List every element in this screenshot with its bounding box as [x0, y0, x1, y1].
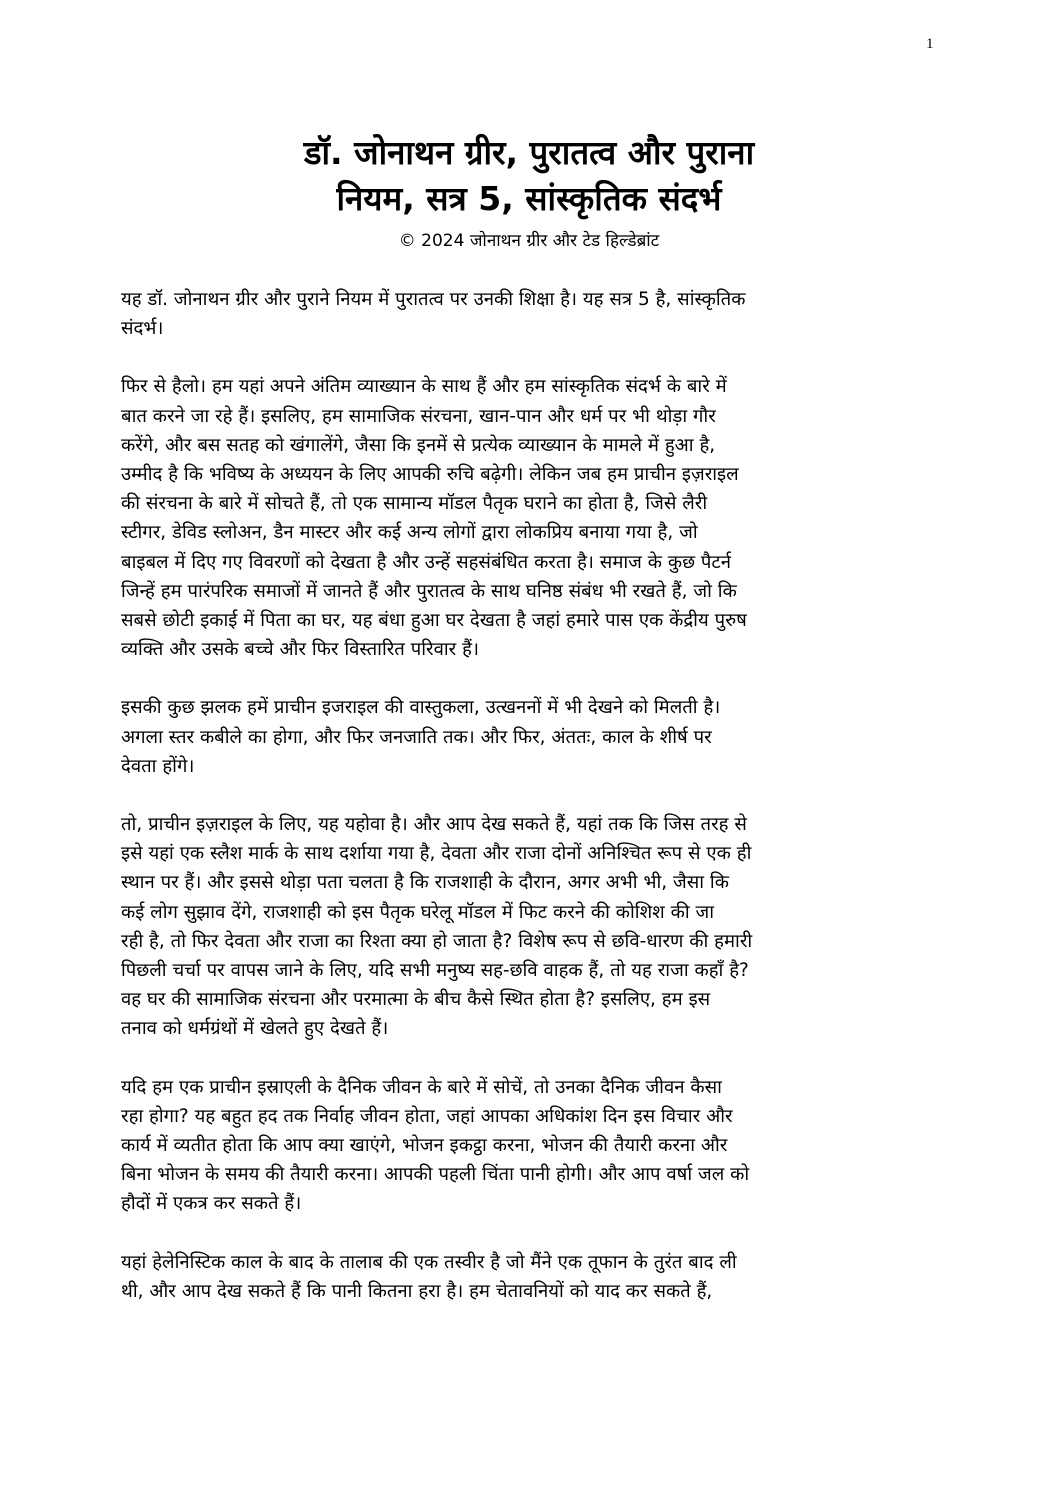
paragraph: [121, 1248, 941, 1306]
text-line: बात करने जा रहे हैं। इसलिए, हम सामाजिक संरचना, खान-पान और धर्म पर भी थोड़ा गौर: [121, 405, 716, 427]
text-line: संदर्भ।: [121, 318, 164, 340]
paragraph: [121, 1073, 941, 1219]
text-line: उम्मीद है कि भविष्य के अध्ययन के लिए आपकी रुचि बढ़ेगी। लेकिन जब हम प्राचीन इज़राइल: [121, 464, 739, 486]
paragraph: [121, 693, 941, 781]
text-line: जिन्हें हम पारंपरिक समाजों में जानते हैं और पुरातत्व के साथ घनिष्ठ संबंध भी रखते हैं, जो कि: [121, 580, 737, 602]
text-line: करेंगे, और बस सतह को खंगालेंगे, जैसा कि इनमें से प्रत्येक व्याख्यान के मामले में हुआ है,: [121, 434, 716, 456]
text-line: इसे यहां एक स्लैश मार्क के साथ दर्शाया गया है, देवता और राजा दोनों अनिश्चित रूप से एक ही: [121, 843, 752, 865]
text-line: यह डॉ. जोनाथन ग्रीर और पुराने नियम में पुरातत्व पर उनकी शिक्षा है। यह सत्र 5 है, सांस्कृतिक: [121, 289, 746, 310]
text-line: व्यक्ति और उसके बच्चे और फिर विस्तारित परिवार हैं।: [121, 639, 479, 661]
text-line: स्टीगर, डेविड स्लोअन, डैन मास्टर और कई अन्य लोगों द्वारा लोकप्रिय बनाया गया है, जो: [121, 522, 698, 544]
text-line: बाइबल में दिए गए विवरणों को देखता है और उन्हें सहसंबंधित करता है। समाज के कुछ पैटर्न: [121, 551, 732, 573]
text-line: स्थान पर हैं। और इससे थोड़ा पता चलता है कि राजशाही के दौरान, अगर अभी भी, जैसा कि: [121, 872, 729, 894]
text-line: रहा होगा? यह बहुत हद तक निर्वाह जीवन होता, जहां आपका अधिकांश दिन इस विचार और: [121, 1105, 733, 1127]
text-line: इसकी कुछ झलक हमें प्राचीन इजराइल की वास्तुकला, उत्खननों में भी देखने को मिलती है।: [121, 697, 721, 719]
paragraph: [121, 285, 941, 343]
text-line: बिना भोजन के समय की तैयारी करना। आपकी पहली चिंता पानी होगी। और आप वर्षा जल को: [121, 1164, 750, 1186]
text-line: थी, और आप देख सकते हैं कि पानी कितना हरा है। हम चेतावनियों को याद कर सकते हैं,: [121, 1280, 713, 1302]
text-line: कार्य में व्यतीत होता कि आप क्या खाएंगे, भोजन इकट्ठा करना, भोजन की तैयारी करना और: [121, 1135, 728, 1157]
text-line: कई लोग सुझाव देंगे, राजशाही को इस पैतृक घरेलू मॉडल में फिट करने की कोशिश की जा: [121, 901, 715, 923]
text-line: देवता होंगे।: [121, 755, 195, 777]
page-number: 1: [926, 36, 934, 52]
paragraph: [121, 810, 941, 1044]
text-line: अगला स्तर कबीले का होगा, और फिर जनजाति तक। और फिर, अंततः, काल के शीर्ष पर: [121, 726, 712, 748]
text-line: सबसे छोटी इकाई में पिता का घर, यह बंधा हुआ घर देखता है जहां हमारे पास एक केंद्रीय पुरुष: [121, 610, 747, 632]
paragraph: [121, 372, 941, 664]
text-line: यदि हम एक प्राचीन इस्राएली के दैनिक जीवन के बारे में सोचें, तो उनका दैनिक जीवन कैसा: [121, 1076, 722, 1098]
title-line: नियम, सत्र 5, सांस्कृतिक संदर्भ: [336, 179, 722, 218]
text-line: रही है, तो फिर देवता और राजा का रिश्ता क्या हो जाता है? विशेष रूप से छवि-धारण की हमारी: [121, 930, 753, 952]
text-line: तो, प्राचीन इज़राइल के लिए, यह यहोवा है। और आप देख सकते हैं, यहां तक कि जिस तरह से: [121, 814, 747, 836]
text-line: फिर से हैलो। हम यहां अपने अंतिम व्याख्यान के साथ हैं और हम सांस्कृतिक संदर्भ के बारे में: [121, 376, 727, 398]
text-line: तनाव को धर्मग्रंथों में खेलते हुए देखते हैं।: [121, 1018, 389, 1040]
text-line: पिछली चर्चा पर वापस जाने के लिए, यदि सभी मनुष्य सह-छवि वाहक हैं, तो यह राजा कहाँ है?: [121, 960, 749, 982]
text-line: की संरचना के बारे में सोचते हैं, तो एक सामान्य मॉडल पैतृक घराने का होता है, जिसे लैरी: [121, 493, 708, 515]
title-line: डॉ. जोनाथन ग्रीर, पुरातत्व और पुराना: [303, 133, 755, 172]
document-title: [0, 130, 1058, 222]
document-body: [121, 285, 941, 1335]
text-line: यहां हेलेनिस्टिक काल के बाद के तालाब की एक तस्वीर है जो मैंने एक तूफान के तुरंत बाद ली: [121, 1251, 737, 1273]
text-line: हौदों में एकत्र कर सकते हैं।: [121, 1193, 302, 1215]
copyright-line: © 2024 जोनाथन ग्रीर और टेड हिल्डेब्रांट: [398, 231, 660, 251]
text-line: वह घर की सामाजिक संरचना और परमात्मा के बीच कैसे स्थित होता है? इसलिए, हम इस: [121, 989, 711, 1011]
